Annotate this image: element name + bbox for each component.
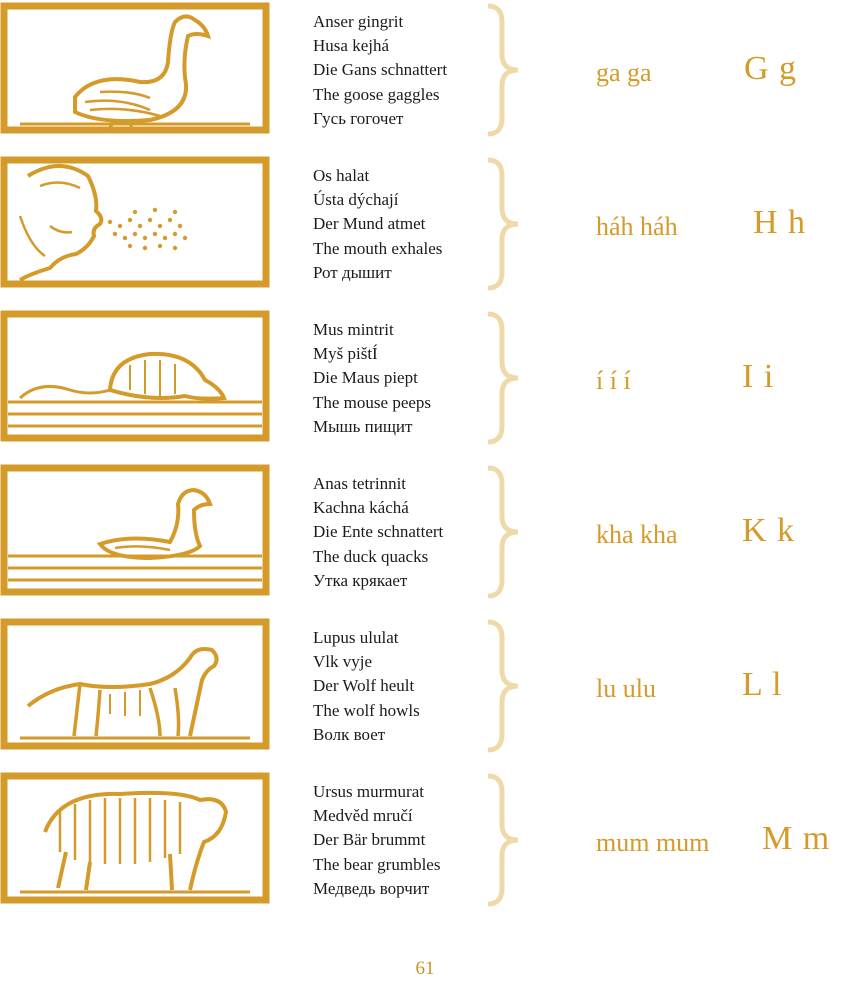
bear-woodcut (0, 772, 270, 904)
entry-row (0, 310, 850, 450)
latin-line: Ursus murmurat (313, 782, 424, 801)
verse-lines (313, 10, 503, 131)
sound-text: lu ulu (596, 674, 656, 703)
letter-pair: H h (753, 204, 807, 241)
curly-brace (484, 310, 524, 446)
goose-woodcut (0, 2, 270, 134)
russian-line: Рот дышит (313, 262, 392, 282)
czech-line: Ústa dýchají (313, 190, 399, 210)
entry-row (0, 156, 850, 296)
czech-line: Kachna káchá (313, 498, 409, 518)
sound-text: kha kha (596, 520, 678, 549)
verse-lines (313, 626, 503, 747)
entry-row (0, 618, 850, 758)
english-line: The bear grumbles (313, 854, 441, 874)
curly-brace (484, 464, 524, 600)
german-line: Der Wolf heult (313, 676, 415, 696)
verse-lines (313, 164, 503, 285)
german-line: Die Gans schnattert (313, 60, 448, 80)
verse-lines (313, 318, 503, 439)
letter-pair: K k (742, 512, 796, 549)
curly-brace (484, 156, 524, 292)
sound-text: ga ga (596, 58, 652, 87)
entry-row (0, 2, 850, 142)
english-line: The mouse peeps (313, 392, 432, 412)
letter-pair: I i (742, 358, 775, 395)
czech-line: Medvěd mručí (313, 806, 413, 826)
entry-row (0, 464, 850, 604)
duck-woodcut (0, 464, 270, 596)
verse-lines (313, 472, 503, 593)
russian-line: Медведь ворчит (313, 878, 430, 898)
latin-line: Os halat (313, 166, 370, 185)
latin-line: Mus mintrit (313, 320, 394, 339)
czech-line: Husa kejhá (313, 36, 390, 56)
english-line: The mouth exhales (313, 238, 443, 258)
sound-text: í í í (596, 366, 631, 395)
english-line: The duck quacks (313, 546, 429, 566)
curly-brace (484, 618, 524, 754)
entry-row (0, 772, 850, 912)
german-line: Die Ente schnattert (313, 522, 444, 542)
curly-brace (484, 772, 524, 908)
russian-line: Гусь гогочет (313, 108, 404, 128)
curly-brace (484, 2, 524, 138)
verse-lines (313, 780, 503, 901)
czech-line: Vlk vyje (313, 652, 373, 672)
russian-line: Волк воет (313, 724, 386, 744)
russian-line: Утка крякает (313, 570, 408, 590)
latin-line: Anser gingrit (313, 12, 404, 31)
sound-text: mum mum (596, 828, 710, 857)
wolf-woodcut (0, 618, 270, 750)
german-line: Der Mund atmet (313, 214, 426, 234)
mouth-woodcut (0, 156, 270, 288)
mouse-woodcut (0, 310, 270, 442)
letter-pair: G g (744, 50, 798, 87)
letter-pair: L l (742, 666, 783, 703)
latin-line: Anas tetrinnit (313, 474, 407, 493)
english-line: The wolf howls (313, 700, 420, 720)
russian-line: Мышь пищит (313, 416, 413, 436)
german-line: Der Bär brummt (313, 830, 426, 850)
czech-line: Myš pištÍ (313, 344, 378, 364)
german-line: Die Maus piept (313, 368, 418, 388)
english-line: The goose gaggles (313, 84, 440, 104)
page-number: 61 (415, 958, 435, 979)
letter-pair: M m (762, 820, 831, 857)
latin-line: Lupus ululat (313, 628, 399, 647)
sound-text: háh háh (596, 212, 678, 241)
